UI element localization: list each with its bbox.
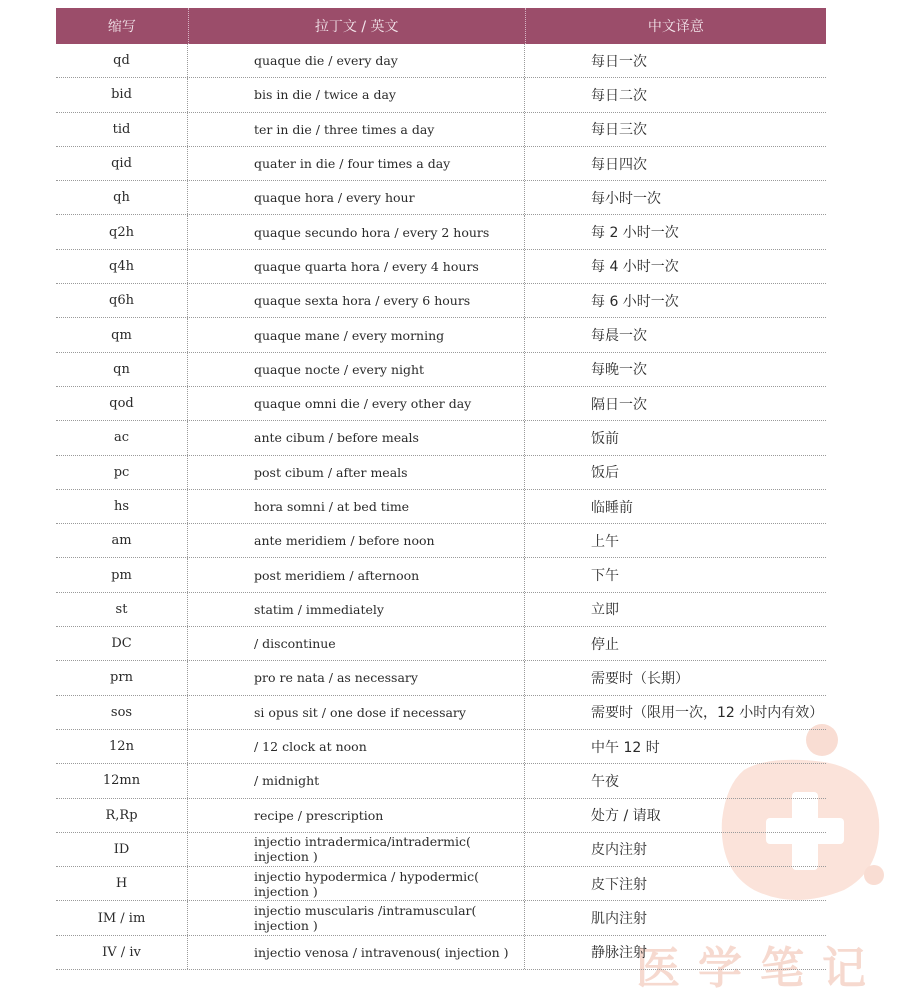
cell-latin: ante meridiem / before noon (188, 524, 525, 557)
cell-abbr: prn (56, 661, 188, 694)
table-row (56, 387, 826, 421)
cell-cn: 每日三次 (591, 122, 647, 139)
table-row (56, 147, 826, 181)
table-row (56, 456, 826, 490)
cell-cn: 需要时（长期） (591, 670, 689, 687)
table-row (56, 78, 826, 112)
cell-latin: quaque nocte / every night (188, 353, 525, 386)
cell-cn: 需要时（限用一次，12 小时内有效） (591, 705, 824, 722)
cell-latin: bis in die / twice a day (188, 78, 525, 111)
cell-cn: 饭前 (591, 430, 619, 447)
table-row (56, 215, 826, 249)
cell-abbr: IM / im (56, 901, 188, 934)
cell-abbr: DC (56, 627, 188, 660)
cell-abbr: qod (56, 387, 188, 420)
cell-latin: ante cibum / before meals (188, 421, 525, 454)
cell-abbr: hs (56, 490, 188, 523)
cell-cn: 立即 (591, 602, 619, 619)
cell-latin: quater in die / four times a day (188, 147, 525, 180)
cell-abbr: H (56, 867, 188, 900)
cell-latin: injectio intradermica/intradermic( injection ) (188, 833, 525, 866)
cell-latin: quaque die / every day (188, 44, 525, 77)
cell-abbr: IV / iv (56, 936, 188, 969)
cell-cn: 皮下注射 (591, 876, 647, 893)
cell-latin: hora somni / at bed time (188, 490, 525, 523)
cell-latin: recipe / prescription (188, 799, 525, 832)
table-header (56, 8, 826, 44)
cell-abbr: qd (56, 44, 188, 77)
cell-cn: 每 4 小时一次 (591, 259, 679, 276)
table-row (56, 113, 826, 147)
cell-abbr: R,Rp (56, 799, 188, 832)
cell-abbr: qh (56, 181, 188, 214)
cell-cn: 皮内注射 (591, 842, 647, 859)
table-body (56, 44, 826, 970)
cell-abbr: pm (56, 558, 188, 591)
cell-latin: pro re nata / as necessary (188, 661, 525, 694)
table-row (56, 833, 826, 867)
cell-abbr: q6h (56, 284, 188, 317)
cell-latin: quaque secundo hora / every 2 hours (188, 215, 525, 248)
cell-cn: 每晨一次 (591, 328, 647, 345)
table-row (56, 284, 826, 318)
table-row (56, 181, 826, 215)
cell-latin: post meridiem / afternoon (188, 558, 525, 591)
cell-cn: 午夜 (591, 773, 619, 790)
table-row (56, 901, 826, 935)
table-row (56, 799, 826, 833)
cell-latin: statim / immediately (188, 593, 525, 626)
cell-abbr: ac (56, 421, 188, 454)
header-latin: 拉丁文 / 英文 (189, 8, 526, 44)
cell-abbr: q4h (56, 250, 188, 283)
cell-latin: / midnight (188, 764, 525, 797)
table-row (56, 250, 826, 284)
table-row (56, 524, 826, 558)
table-row (56, 44, 826, 78)
cell-latin: quaque sexta hora / every 6 hours (188, 284, 525, 317)
cell-cn: 上午 (591, 533, 619, 550)
cell-cn: 中午 12 时 (591, 739, 660, 756)
cell-abbr: 12mn (56, 764, 188, 797)
cell-cn: 下午 (591, 568, 619, 585)
cell-latin: injectio muscularis /intramuscular( injection ) (188, 901, 525, 934)
cell-cn: 饭后 (591, 465, 619, 482)
cell-abbr: qn (56, 353, 188, 386)
cell-cn: 停止 (591, 636, 619, 653)
cell-cn: 肌内注射 (591, 911, 647, 928)
cell-abbr: pc (56, 456, 188, 489)
cell-cn: 临睡前 (591, 499, 633, 516)
header-cn: 中文译意 (647, 19, 704, 35)
header-abbr: 缩写 (56, 8, 189, 44)
cell-abbr: bid (56, 78, 188, 111)
cell-latin: post cibum / after meals (188, 456, 525, 489)
watermark-text: 医学笔记 (636, 943, 884, 994)
table-row (56, 490, 826, 524)
cell-latin: quaque mane / every morning (188, 318, 525, 351)
table-row (56, 936, 826, 970)
table-row (56, 558, 826, 592)
cell-cn: 每 2 小时一次 (591, 225, 679, 242)
cell-abbr: ID (56, 833, 188, 866)
table-row (56, 627, 826, 661)
cell-cn: 处方 / 请取 (591, 808, 661, 825)
table-row (56, 421, 826, 455)
cell-latin: quaque hora / every hour (188, 181, 525, 214)
cell-cn: 每 6 小时一次 (591, 293, 679, 310)
cell-cn: 静脉注射 (591, 945, 647, 962)
cell-latin: ter in die / three times a day (188, 113, 525, 146)
cell-abbr: st (56, 593, 188, 626)
cell-latin: quaque quarta hora / every 4 hours (188, 250, 525, 283)
cell-cn: 隔日一次 (591, 396, 647, 413)
table-row (56, 867, 826, 901)
table-row (56, 696, 826, 730)
cell-latin: si opus sit / one dose if necessary (188, 696, 525, 729)
cell-cn: 每日四次 (591, 156, 647, 173)
table-row (56, 593, 826, 627)
cell-latin: / discontinue (188, 627, 525, 660)
table-row (56, 353, 826, 387)
table-row (56, 318, 826, 352)
cell-latin: injectio hypodermica / hypodermic( injection ) (188, 867, 525, 900)
cell-latin: / 12 clock at noon (188, 730, 525, 763)
cell-abbr: qid (56, 147, 188, 180)
cell-abbr: qm (56, 318, 188, 351)
table-row (56, 661, 826, 695)
abbreviation-table (56, 8, 826, 970)
cell-latin: injectio venosa / intravenous( injection ) (188, 936, 525, 969)
table-row (56, 730, 826, 764)
cell-cn: 每日一次 (591, 53, 647, 70)
cell-latin: quaque omni die / every other day (188, 387, 525, 420)
table-row (56, 764, 826, 798)
cell-abbr: q2h (56, 215, 188, 248)
cell-abbr: tid (56, 113, 188, 146)
cell-abbr: am (56, 524, 188, 557)
cell-cn: 每晚一次 (591, 362, 647, 379)
cell-abbr: 12n (56, 730, 188, 763)
cell-abbr: sos (56, 696, 188, 729)
cell-cn: 每小时一次 (591, 190, 661, 207)
cell-cn: 每日二次 (591, 87, 647, 104)
